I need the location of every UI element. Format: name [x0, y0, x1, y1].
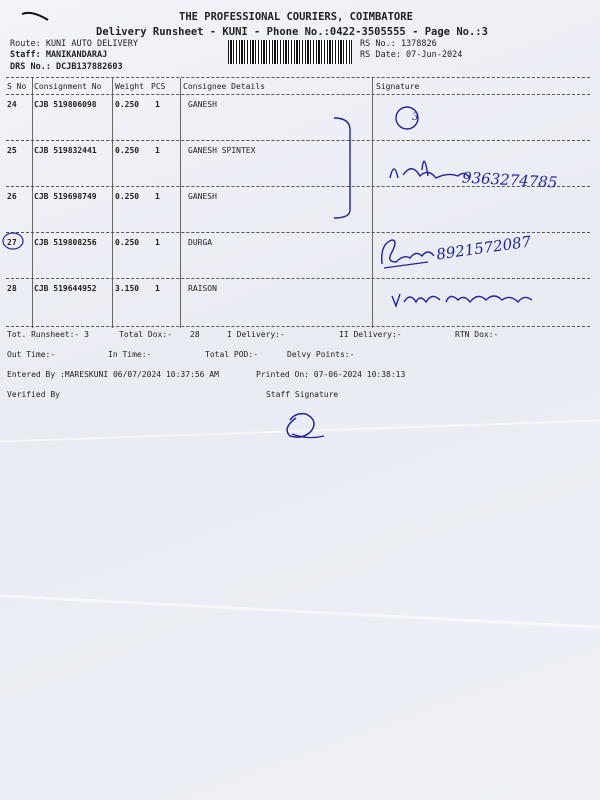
total-dox-value: 28 [190, 330, 200, 339]
company-title: THE PROFESSIONAL COURIERS, COIMBATORE [179, 11, 413, 23]
row-weight: 0.250 [115, 192, 140, 201]
ii-delivery: II Delivery:- [339, 330, 402, 339]
row-consignee: GANESH SPINTEX [188, 146, 256, 155]
row-sno: 28 [7, 284, 17, 293]
runsheet-subtitle: Delivery Runsheet - KUNI - Phone No.:0422-3505555 - Page No.:3 [96, 26, 488, 38]
row-consignment: CJB 519832441 [34, 146, 97, 155]
delivery-points: Delvy Points:- [287, 350, 355, 359]
drs-number: DRS No.: DCJB137882603 [10, 62, 123, 72]
row-pcs: 1 [155, 100, 160, 109]
rtn-dox: RTN Dox:- [455, 330, 499, 339]
row-pcs: 1 [155, 192, 160, 201]
row-pcs: 1 [155, 284, 160, 293]
row-consignee: GANESH [188, 192, 217, 201]
row-consignee: RAISON [188, 284, 217, 293]
col-header-pcs: PCS [151, 82, 166, 91]
staff-label: Staff: MANIKANDARAJ [10, 50, 108, 60]
rs-date: RS Date: 07-Jun-2024 [360, 50, 463, 60]
verified-by: Verified By [7, 390, 60, 399]
handwritten-phone-number: 8921572087 [435, 232, 533, 264]
row-sno: 25 [7, 146, 17, 155]
out-time: Out Time:- [7, 350, 56, 359]
row-consignment: CJB 519808256 [34, 238, 97, 247]
col-header-consignee: Consignee Details [183, 82, 265, 91]
total-dox-label: Total Dox:- [119, 330, 172, 339]
row-weight: 0.250 [115, 100, 140, 109]
row-pcs: 1 [155, 238, 160, 247]
handwritten-phone-number: 9363274785 [461, 168, 558, 192]
row-weight: 0.250 [115, 238, 140, 247]
total-runsheet: Tot. Runsheet:- 3 [7, 330, 89, 339]
paper-crease [0, 594, 599, 628]
row-consignment: CJB 519806098 [34, 100, 97, 109]
entered-by: Entered By :MARESKUNI 06/07/2024 10:37:56 AM [7, 370, 219, 379]
rs-number: RS No.: 1378826 [360, 39, 437, 49]
in-time: In Time:- [108, 350, 152, 359]
row-consignment: CJB 519644952 [34, 284, 97, 293]
route-label: Route: KUNI AUTO DELIVERY [10, 39, 138, 49]
i-delivery: I Delivery:- [227, 330, 285, 339]
row-weight: 3.150 [115, 284, 140, 293]
row-sno: 26 [7, 192, 17, 201]
printed-on: Printed On: 07-06-2024 10:38:13 [256, 370, 406, 379]
row-pcs: 1 [155, 146, 160, 155]
row-sno: 27 [7, 238, 17, 247]
col-header-sno: S No [7, 82, 27, 91]
row-weight: 0.250 [115, 146, 140, 155]
row-consignee: DURGA [188, 238, 213, 247]
staff-signature-label: Staff Signature [266, 390, 339, 399]
handwritten-circled-number: 3 [412, 112, 419, 123]
col-header-weight: Weight [115, 82, 144, 91]
row-consignee: GANESH [188, 100, 217, 109]
row-consignment: CJB 519698749 [34, 192, 97, 201]
row-sno: 24 [7, 100, 17, 109]
col-header-consignment: Consignment No [34, 82, 102, 91]
total-pod: Total POD:- [205, 350, 258, 359]
col-header-signature: Signature [376, 82, 420, 91]
